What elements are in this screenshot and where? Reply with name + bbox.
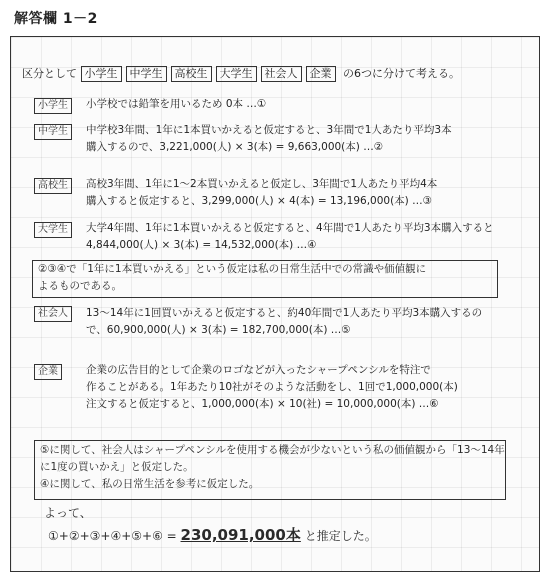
intro-prefix: 区分として — [22, 67, 77, 80]
conclusion-total: 230,091,000本 — [180, 526, 301, 544]
section-body-high-school — [86, 176, 437, 210]
section-body-junior-high — [86, 122, 452, 156]
category-box-junior-high: 中学生 — [126, 66, 167, 82]
conclusion-prefix: よって、 — [44, 506, 92, 520]
section-label-elementary: 小学生 — [34, 98, 72, 114]
section-body-company — [86, 362, 458, 413]
section-line: 中学校3年間、1年に1本買いかえると仮定すると、3年間で1人あたり平均3本 — [86, 124, 452, 136]
section-body-working-adult — [86, 305, 482, 339]
section-line: 13〜14年に1回買いかえると仮定すると、約40年間で1人あたり平均3本購入するの — [86, 307, 483, 319]
intro-suffix: の6つに分けて考える。 — [343, 67, 460, 80]
section-line: 小学校では鉛筆を用いるため 0本 …① — [86, 98, 267, 110]
section-line: 作ることがある。1年あたり10社がそのような活動をし、1回で1,000,000(本) — [86, 381, 458, 393]
category-box-company: 企業 — [306, 66, 336, 82]
section-label-university: 大学生 — [34, 222, 72, 238]
section-label-high-school: 高校生 — [34, 178, 72, 194]
section-line: 高校3年間、1年に1〜2本買いかえると仮定し、3年間で1人あたり平均4本 — [86, 178, 438, 190]
category-box-university: 大学生 — [216, 66, 257, 82]
bottom-note-text — [40, 442, 505, 493]
section-line: 大学4年間、1年に1本買いかえると仮定すると、4年間で1人あたり平均3本購入すると — [86, 222, 494, 234]
bottom-note-line: に1度の買いかえ」と仮定した。 — [40, 461, 194, 473]
intro-line — [22, 66, 460, 82]
category-box-working-adult: 社会人 — [261, 66, 302, 82]
bottom-note-line: ④に関して、私の日常生活を参考に仮定した。 — [40, 478, 260, 490]
assumption-note-line: ②③④で「1年に1本買いかえる」という仮定は私の日常生活中での常識や価値観に — [38, 263, 427, 275]
conclusion-suffix: と推定した。 — [304, 529, 377, 543]
section-line: 購入すると仮定すると、3,299,000(人) × 4(本) = 13,196,000(本) …③ — [86, 195, 433, 207]
section-line: 購入するので、3,221,000(人) × 3(本) = 9,663,000(本) …② — [86, 141, 384, 153]
section-label-junior-high: 中学生 — [34, 124, 72, 140]
assumption-note-line: よるものである。 — [38, 280, 122, 292]
section-body-elementary — [86, 96, 266, 113]
section-line: で、60,900,000(人) × 3(本) = 182,700,000(本) …⑤ — [86, 324, 351, 336]
answer-column-header: 解答欄 1－2 — [14, 11, 98, 27]
category-box-elementary: 小学生 — [81, 66, 122, 82]
section-line: 4,844,000(人) × 3(本) = 14,532,000(本) …④ — [86, 239, 317, 251]
conclusion-line — [48, 524, 377, 545]
section-label-company: 企業 — [34, 364, 62, 380]
assumption-note-text — [38, 261, 426, 295]
section-line: 注文すると仮定すると、1,000,000(本) × 10(社) = 10,000,000(本) …⑥ — [86, 398, 439, 410]
section-body-university — [86, 220, 494, 254]
section-label-working-adult: 社会人 — [34, 306, 72, 322]
bottom-note-line: ⑤に関して、社会人はシャープペンシルを使用する機会が少ないという私の価値観から「13〜14年 — [40, 444, 505, 456]
category-box-high-school: 高校生 — [171, 66, 212, 82]
section-line: 企業の広告目的として企業のロゴなどが入ったシャープペンシルを特注で — [86, 364, 431, 376]
conclusion-formula: ①+②+③+④+⑤+⑥ = — [48, 529, 177, 543]
